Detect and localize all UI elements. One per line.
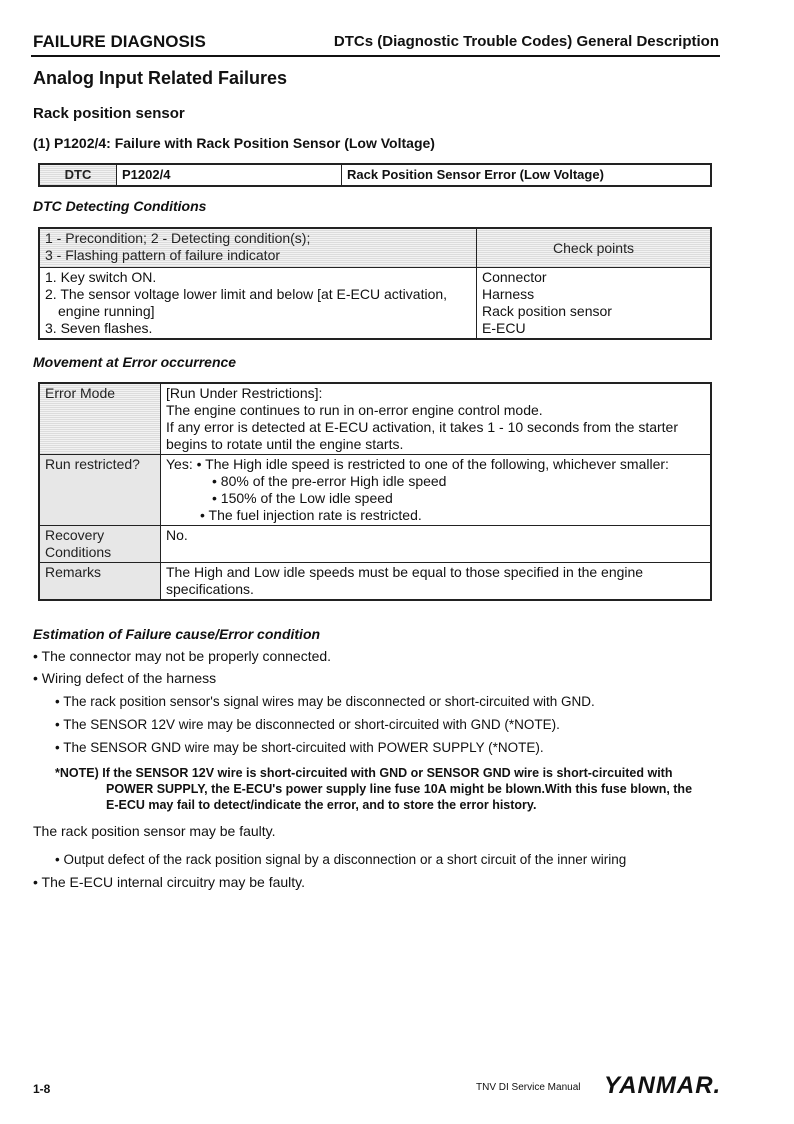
movement-table (38, 382, 712, 601)
run-restricted-value (161, 455, 712, 526)
failure-heading: (1) P1202/4: Failure with Rack Position Sensor (Low Voltage) (33, 135, 435, 151)
recovery-label-line1: Recovery (45, 527, 105, 543)
detecting-col1-header (39, 228, 477, 268)
run-restricted-line: Yes: • The High idle speed is restricted to one of the following, whichever smaller: (166, 456, 669, 472)
run-restricted-subline: • 80% of the pre-error High idle speed (212, 473, 447, 489)
list-item: • The connector may not be properly connected. (33, 648, 332, 664)
remarks-line: specifications. (166, 581, 254, 597)
check-point: Rack position sensor (482, 303, 612, 319)
recovery-label (39, 526, 161, 563)
condition-1: 1. Key switch ON. (45, 269, 157, 285)
detecting-heading: DTC Detecting Conditions (33, 198, 207, 214)
list-subitem: • The SENSOR GND wire may be short-circuited with POWER SUPPLY (*NOTE). (55, 740, 544, 755)
paragraph: The rack position sensor may be faulty. (33, 823, 276, 839)
detecting-col1-header-line1: 1 - Precondition; 2 - Detecting condition(s); (45, 230, 311, 246)
note-line1: *NOTE) If the SENSOR 12V wire is short-circuited with GND or SENSOR GND wire is short-circuited with (55, 766, 673, 780)
error-mode-line: [Run Under Restrictions]: (166, 385, 323, 401)
check-point: Harness (482, 286, 535, 302)
dtc-description: Rack Position Sensor Error (Low Voltage) (342, 164, 712, 186)
remarks-label: Remarks (39, 563, 161, 601)
check-point: Connector (482, 269, 547, 285)
list-item: • Wiring defect of the harness (33, 670, 217, 686)
run-restricted-line: • The fuel injection rate is restricted. (200, 507, 422, 523)
remarks-line: The High and Low idle speeds must be equal to those specified in the engine (166, 564, 644, 580)
page-title: Analog Input Related Failures (33, 68, 288, 88)
note-block (55, 765, 725, 813)
list-subitem: • The SENSOR 12V wire may be disconnected or short-circuited with GND (*NOTE). (55, 717, 560, 732)
list-item: • The E-ECU internal circuitry may be faulty. (33, 874, 306, 890)
manual-name: TNV DI Service Manual (476, 1082, 581, 1093)
yanmar-logo: YANMAR. (604, 1072, 722, 1099)
header-section-title: FAILURE DIAGNOSIS (33, 32, 206, 51)
condition-2-cont: engine running] (58, 303, 155, 319)
estimation-heading: Estimation of Failure cause/Error condition (33, 626, 321, 642)
detecting-col1-header-line2: 3 - Flashing pattern of failure indicator (45, 247, 281, 263)
error-mode-line: If any error is detected at E-ECU activation, it takes 1 - 10 seconds from the starter (166, 419, 678, 435)
check-points-cell (477, 268, 712, 340)
list-subitem: • The rack position sensor's signal wires may be disconnected or short-circuited with GND. (55, 694, 595, 709)
condition-3: 3. Seven flashes. (45, 320, 153, 336)
list-subitem: • Output defect of the rack position signal by a disconnection or a short circuit of the inner wiring (55, 852, 627, 867)
error-mode-line: The engine continues to run in on-error engine control mode. (166, 402, 543, 418)
movement-heading: Movement at Error occurrence (33, 354, 237, 370)
detecting-conditions-cell (39, 268, 477, 340)
recovery-label-line2: Conditions (45, 544, 112, 560)
error-mode-value (161, 383, 712, 455)
remarks-value (161, 563, 712, 601)
dtc-label: DTC (39, 164, 117, 186)
run-restricted-subline: • 150% of the Low idle speed (212, 490, 393, 506)
header-rule (31, 55, 720, 57)
error-mode-label: Error Mode (39, 383, 161, 455)
page-subtitle: Rack position sensor (33, 105, 185, 122)
recovery-value: No. (161, 526, 712, 563)
check-point: E-ECU (482, 320, 526, 336)
note-line2: POWER SUPPLY, the E-ECU's power supply line fuse 10A might be blown.With this fuse blown, the (106, 782, 693, 796)
header-chapter-title: DTCs (Diagnostic Trouble Codes) General Description (333, 33, 719, 50)
page-number: 1-8 (33, 1082, 51, 1096)
note-line3: E-ECU may fail to detect/indicate the error, and to store the error history. (106, 798, 537, 812)
dtc-table (38, 163, 712, 187)
dtc-code: P1202/4 (117, 164, 342, 186)
error-mode-line: begins to rotate until the engine starts. (166, 436, 404, 452)
detecting-table (38, 227, 712, 340)
run-restricted-label: Run restricted? (39, 455, 161, 526)
condition-2: 2. The sensor voltage lower limit and below [at E-ECU activation, (45, 286, 448, 302)
detecting-col2-header: Check points (477, 228, 712, 268)
